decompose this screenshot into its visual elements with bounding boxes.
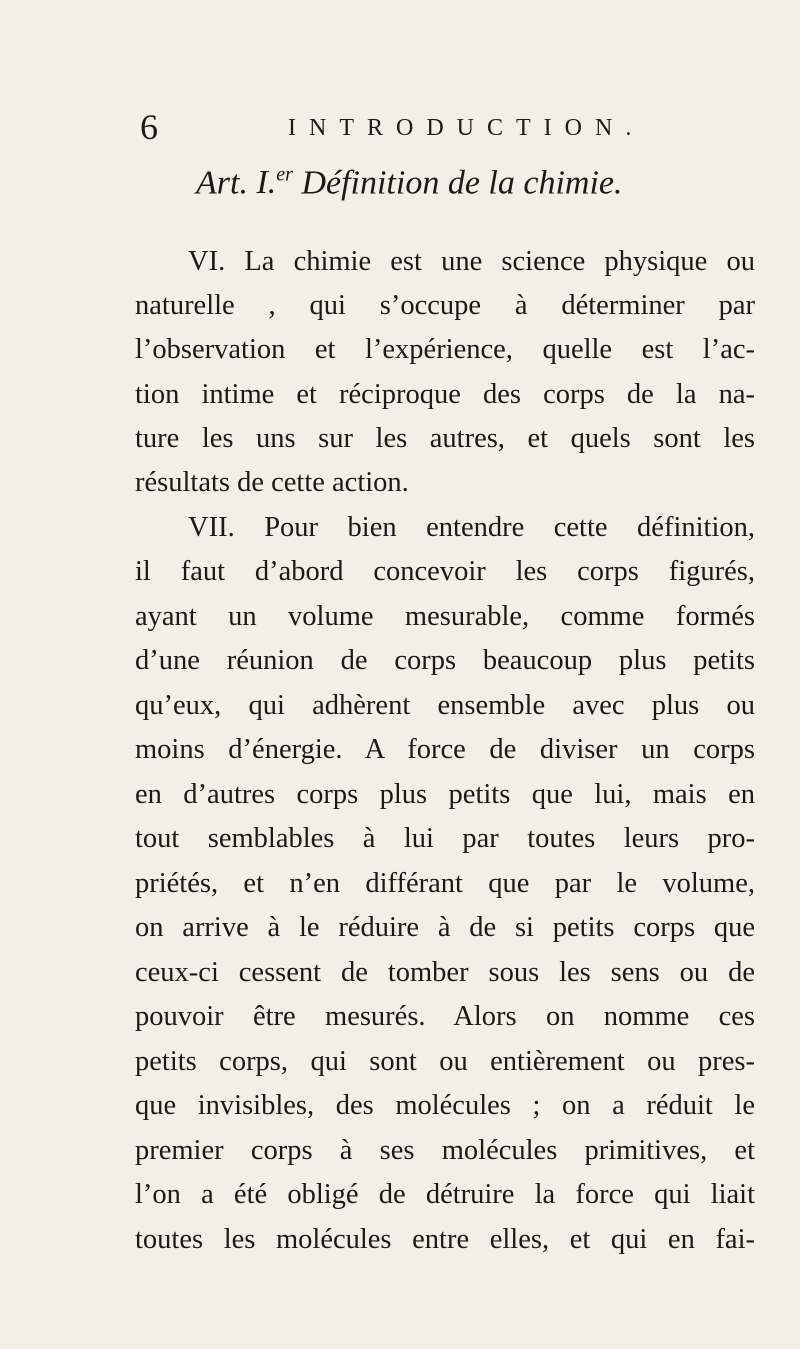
text-line: l’on a été obligé de détruire la force qui liait xyxy=(135,1179,755,1210)
text-line: résultats de cette action. xyxy=(135,467,409,498)
article-number-sup: er xyxy=(276,164,293,186)
text-line: priétés, et n’en différant que par le volume, xyxy=(135,868,755,899)
text-line: il faut d’abord concevoir les corps figurés, xyxy=(135,556,755,587)
text-line: ture les uns sur les autres, et quels sont les xyxy=(135,423,755,454)
running-title: INTRODUCTION. xyxy=(288,115,645,141)
text-line: premier corps à ses molécules primitives, et xyxy=(135,1135,755,1166)
section-heading xyxy=(196,150,776,208)
section-title: Définition de la chimie. xyxy=(301,164,623,202)
text-line: en d’autres corps plus petits que lui, mais en xyxy=(135,779,755,810)
article-number xyxy=(256,164,293,201)
page-number: 6 xyxy=(140,107,158,147)
text-line: ayant un volume mesurable, comme formés xyxy=(135,601,755,632)
text-line: que invisibles, des molécules ; on a réduit le xyxy=(135,1090,755,1121)
running-head xyxy=(0,105,800,155)
text-line: toutes les molécules entre elles, et qui en fai- xyxy=(135,1224,755,1255)
text-line: naturelle , qui s’occupe à déterminer par xyxy=(135,290,755,321)
text-line: VII. Pour bien entendre cette définition, xyxy=(188,512,755,543)
text-line: ceux-ci cessent de tomber sous les sens ou de xyxy=(135,957,755,988)
text-line: petits corps, qui sont ou entièrement ou pres- xyxy=(135,1046,755,1077)
text-line: d’une réunion de corps beaucoup plus petits xyxy=(135,645,755,676)
text-line: tout semblables à lui par toutes leurs pro- xyxy=(135,823,755,854)
text-line: l’observation et l’expérience, quelle est l’ac- xyxy=(135,334,755,365)
article-label: Art. xyxy=(196,164,248,202)
text-line: on arrive à le réduire à de si petits corps que xyxy=(135,912,755,943)
text-line: VI. La chimie est une science physique ou xyxy=(188,246,755,277)
article-number-value: I. xyxy=(256,164,277,202)
text-line: qu’eux, qui adhèrent ensemble avec plus ou xyxy=(135,690,755,721)
text-line: pouvoir être mesurés. Alors on nomme ces xyxy=(135,1001,755,1032)
text-line: moins d’énergie. A force de diviser un corps xyxy=(135,734,755,765)
text-line: tion intime et réciproque des corps de la na- xyxy=(135,379,755,410)
